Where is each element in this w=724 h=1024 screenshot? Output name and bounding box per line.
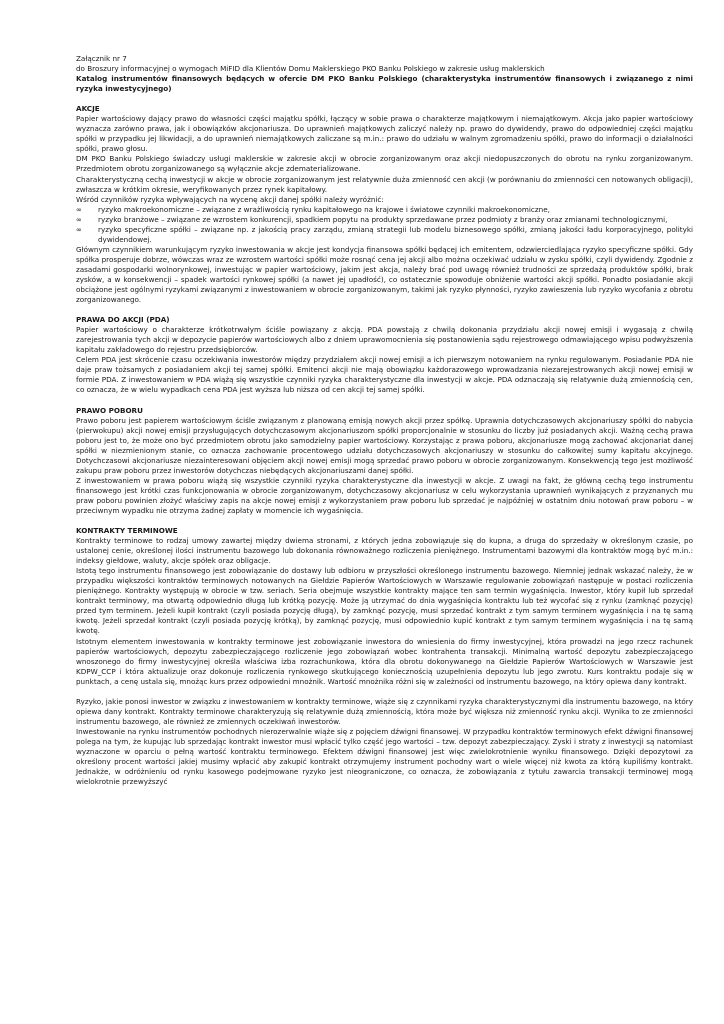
infinity-bullet-icon: ∞ [76,204,82,214]
section-heading: AKCJE [76,104,100,114]
document-page [76,54,693,787]
infinity-bullet-icon: ∞ [76,224,82,234]
list-item [76,205,693,215]
risk-factor-list [76,205,693,245]
paragraph: Inwestowanie na rynku instrumentów pochodnych nierozerwalnie wiąże się z pojęciem dźwigni finansowej. W przypadku kontraktów terminowych efekt dźwigni finansowej polega na tym, że kupując lub sprzedając kontrakt inwestor musi wpłacić tylko część jego wartości – tzw. depozyt zabezpieczający. Zyski i straty z inwestycji są natomiast wyznaczone w oparciu o pełną wartość kontraktu terminowego. Efektem dźwigni finansowej jest więc zwielokrotnienie wyniku finansowego. Dzięki depozytowi za określony procent wartości jakiej musimy wpłacić aby zakupić kontrakt otrzymujemy instrument pochodny wart o wiele więcej niż kwota za którą kupiliśmy kontrakt. Jednakże, w odróżnieniu od rynku kasowego podejmowane ryzyko jest nieograniczone, co oznacza, że zobowiązania z tytułu zawarcia transakcji terminowej mogą wielokrotnie przewyższyć [76,726,693,787]
paragraph: Kontrakty terminowe to rodzaj umowy zawartej między dwiema stronami, z których jedna zobowiązuje się do kupna, a druga do sprzedaży w określonym czasie, po ustalonej cenie, określonej ilości instrumentu bazowego lub dokonania równoważnego rozliczenia pieniężnego. Instrumentami bazowymi dla kontraktów mogą być m.in.: indeksy giełdowe, waluty, akcje spółek oraz obligacje. [76,536,693,566]
list-item [76,225,693,245]
paragraph: Papier wartościowy dający prawo do własności części majątku spółki, łączący w sobie prawa o charakterze majątkowym i niemajątkowym. Akcja jako papier wartościowy wyznacza zarówno prawa, jak i obowiązków akcjonariusza. Do uprawnień majątkowych zaliczyć należy np. prawo do dywidendy, prawo do odpowiedniej części majątku spółki w przypadku jej likwidacji, a do uprawnień niemajątkowych zaliczane są m.in.: prawo do udziału w walnym zgromadzeniu spółki, prawo do informacji o działalności spółki, prawo głosu. [76,114,693,154]
paragraph: DM PKO Banku Polskiego świadczy usługi maklerskie w zakresie akcji w obrocie zorganizowanym oraz akcji niedopuszczonych do obrotu na rynku zorganizowanym. Przedmiotem obrotu zorganizowanego są wyłącznie akcje zdematerializowane. [76,154,693,174]
paragraph: Celem PDA jest skrócenie czasu oczekiwania inwestorów między przydziałem akcji nowej emisji a ich pierwszym notowaniem na rynku regulowanym. Posiadanie PDA nie daje praw tożsamych z posiadaniem akcji tej samej spółki. Emitenci akcji nie mają obowiązku każdorazowego wprowadzania niezarejestrowanych akcji nowej emisji w formie PDA. Z inwestowaniem w PDA wiążą się wszystkie czynniki ryzyka charakterystyczne dla inwestycji w akcje. PDA odznaczają się relatywnie dużą zmiennością cen, co oznacza, że w wielu wypadkach cena PDA jest wyższa lub niższa od cen akcji tej samej spółki. [76,355,693,395]
paragraph: Charakterystyczną cechą inwestycji w akcje w obrocie zorganizowanym jest relatywnie duża zmienność cen akcji (w porównaniu do zmienności cen notowanych obligacji), zwłaszcza w krótkim okresie, weryfikowanych przez rynek kapitałowy. [76,174,693,194]
paragraph: Z inwestowaniem w prawa poboru wiążą się wszystkie czynniki ryzyka charakterystyczne dla inwestycji w akcje. Z uwagi na fakt, że główną cechą tego instrumentu finansowego jest krótki czas funkcjonowania w obrocie zorganizowanym, dotychczasowy akcjonariusz w celu wykorzystania uprawnień wynikających z przyznanych mu praw poboru powinien złożyć właściwy zapis na akcje nowej emisji z wykorzystaniem praw poboru lub sprzedać je najpóźniej w ostatnim dniu notowań praw poboru – w przeciwnym wypadku nie otrzyma żadnej zapłaty w momencie ich wygaśnięcia. [76,475,693,515]
attachment-number: Załącznik nr 7 [76,54,127,63]
section-heading: KONTRAKTY TERMINOWE [76,526,178,536]
list-item-text: ryzyko specyficzne spółki – związane np. z jakością pracy zarządu, zmianą strategii lub modelu biznesowego spółki, zmianą jakości ładu korporacyjnego, polityki dywidendowej. [98,224,693,244]
list-item-text: ryzyko makroekonomiczne – związane z wrażliwością rynku kapitałowego na krajowe i światowe czynniki makroekonomiczne, [98,204,550,214]
paragraph: Istotnym elementem inwestowania w kontrakty terminowe jest zobowiązanie inwestora do wniesienia do firmy inwestycyjnej, która prowadzi na jego rzecz rachunek papierów wartościowych, depozytu zabezpieczającego rozliczenie jego zobowiązań wobec kontrahenta transakcji. Minimalną wartość depozytu zabezpieczającego wnoszonego do firmy inwestycyjnej określa właściwa izba rozrachunkowa, która dla obrotu dokonywanego na Giełdzie Papierów Wartościowych w Warszawie jest KDPW_CCP i która aktualizuje oraz dokonuje rozliczenia rynkowego skutkującego koniecznością uzupełnienia depozytu lub jego zwrotu. Kurs kontraktu podaje się w punktach, a cenę ustala się, mnożąc kurs przez odpowiedni mnożnik. Wartość mnożnika różni się w zależności od instrumentu bazowego, na który opiewa dany kontrakt. [76,636,693,686]
section-kontrakty-terminowe [76,526,693,787]
list-item-text: ryzyko branżowe – związane ze wzrostem konkurencji, spadkiem popytu na produkty sprzedawane przez podmioty z branży oraz zmianami technologicznymi, [98,214,668,224]
paragraph: Istotą tego instrumentu finansowego jest zobowiązanie do dostawy lub odbioru w przyszłości określonego instrumentu bazowego. Niemniej jednak wskazać należy, że w przypadku większości kontraktów terminowych notowanych na Giełdzie Papierów Wartościowych w Warszawie regulowanie zobowiązań następuje w postaci rozliczenia pieniężnego. Kontrakty występują w obrocie w tzw. seriach. Seria obejmuje wszystkie kontrakty mające ten sam termin wygaśnięcia. Inwestor, który kupił lub sprzedał kontrakt terminowy, ma otwartą odpowiednio długą lub krótką pozycję. Może ją utrzymać do dnia wygaśnięcia kontraktu lub też wycofać się z rynku (zamknąć pozycję) przed tym terminem. Jeżeli kupił kontrakt (czyli posiada pozycję długą), by zamknąć pozycję, musi sprzedać kontrakt z tym samym terminem wygaśnięcia i na tę samą kwotę. Jeżeli sprzedał kontrakt (czyli posiada pozycję krótką), by zamknąć pozycję, musi odpowiednio kupić kontrakt z tym samym terminem wygaśnięcia i na tę samą kwotę. [76,566,693,636]
paragraph: Papier wartościowy o charakterze krótkotrwałym ściśle powiązany z akcją. PDA powstają z chwilą dokonania przydziału akcji nowej emisji i wygasają z chwilą zarejestrowania tych akcji w depozycie papierów wartościowych albo z dniem uprawomocnienia się postanowienia sądu rejestrowego odmawiającego wpisu podwyższenia kapitału zakładowego do rejestru przedsiębiorców. [76,325,693,355]
infinity-bullet-icon: ∞ [76,214,82,224]
section-prawo-poboru [76,406,693,517]
attachment-header [76,54,693,74]
paragraph: Wśród czynników ryzyka wpływających na wycenę akcji danej spółki należy wyróżnić: [76,194,384,204]
section-heading: PRAWA DO AKCJI (PDA) [76,315,170,325]
paragraph: Prawo poboru jest papierem wartościowym ściśle związanym z planowaną emisją nowych akcji przez spółkę. Uprawnia dotychczasowych akcjonariuszy spółki do nabycia (pierwokupu) akcji nowej emisji przysługujących dotychczasowym akcjonariuszom spółki proporcjonalnie w stosunku do liczby już posiadanych akcji. Ważną cechą prawa poboru jest to, że może ono być przedmiotem obrotu jako samodzielny papier wartościowy. Korzystając z prawa poboru, akcjonariusze mogą zachować akcjonariat danej spółki w niezmienionym stanie, co oznacza zachowanie procentowego udziału dotychczasowych akcjonariuszy w stosunku do całkowitej sumy kapitału akcyjnego. Dotychczasowi akcjonariusze niezainteresowani objęciem akcji nowej emisji mogą sprzedać prawo poboru w obrocie zorganizowanym. Konsekwencją tego jest możliwość zakupu praw poboru przez inwestorów dotychczas niebędących akcjonariuszami danej spółki. [76,415,693,475]
section-akcje [76,104,693,305]
attachment-subtitle: do Broszury informacyjnej o wymogach MiFID dla Klientów Domu Maklerskiego PKO Banku Polskiego w zakresie usług maklerskich [76,64,545,74]
section-prawa-do-akcji [76,315,693,395]
section-heading: PRAWO POBORU [76,405,143,415]
list-item [76,215,693,225]
paragraph: Głównym czynnikiem warunkującym ryzyko inwestowania w akcje jest kondycja finansowa spółki będącej ich emitentem, odzwierciedlająca ryzyko specyficzne spółki. Gdy spółka prosperuje dobrze, wówczas wraz ze wzrostem wartości spółki może rosnąć cena jej akcji albo można oczekiwać udziału w zysku spółki, czyli dywidendy. Zgodnie z zasadami gospodarki wolnorynkowej, inwestując w papier wartościowy, jakim jest akcja, należy brać pod uwagę również trudności ze sprzedażą produktów spółki, brak zysków, a w konsekwencji – spadek wartości rynkowej spółki (a nawet jej upadłość), co ostatecznie spowoduje obniżenie wartości akcji spółki. Ponadto posiadanie akcji obciążone jest ogólnymi ryzykami związanymi z inwestowaniem w obrocie zorganizowanym, takimi jak ryzyko płynności, ryzyko zawieszenia lub ryzyko wycofania z obrotu zorganizowanego. [76,244,693,305]
document-title: Katalog instrumentów finansowych będących w ofercie DM PKO Banku Polskiego (charakterystyka instrumentów finansowych i związanego z nimi ryzyka inwestycyjnego) [76,74,693,94]
paragraph: Ryzyko, jakie ponosi inwestor w związku z inwestowaniem w kontrakty terminowe, wiąże się z czynnikami ryzyka charakterystycznymi dla instrumentu bazowego, na który opiewa dany kontrakt. Kontrakty terminowe charakteryzują się relatywnie dużą zmiennością, która może być większa niż zmienność rynku akcji. Wynika to ze zmienności instrumentu bazowego, ale również ze zmiennych oczekiwań inwestorów. [76,696,693,726]
